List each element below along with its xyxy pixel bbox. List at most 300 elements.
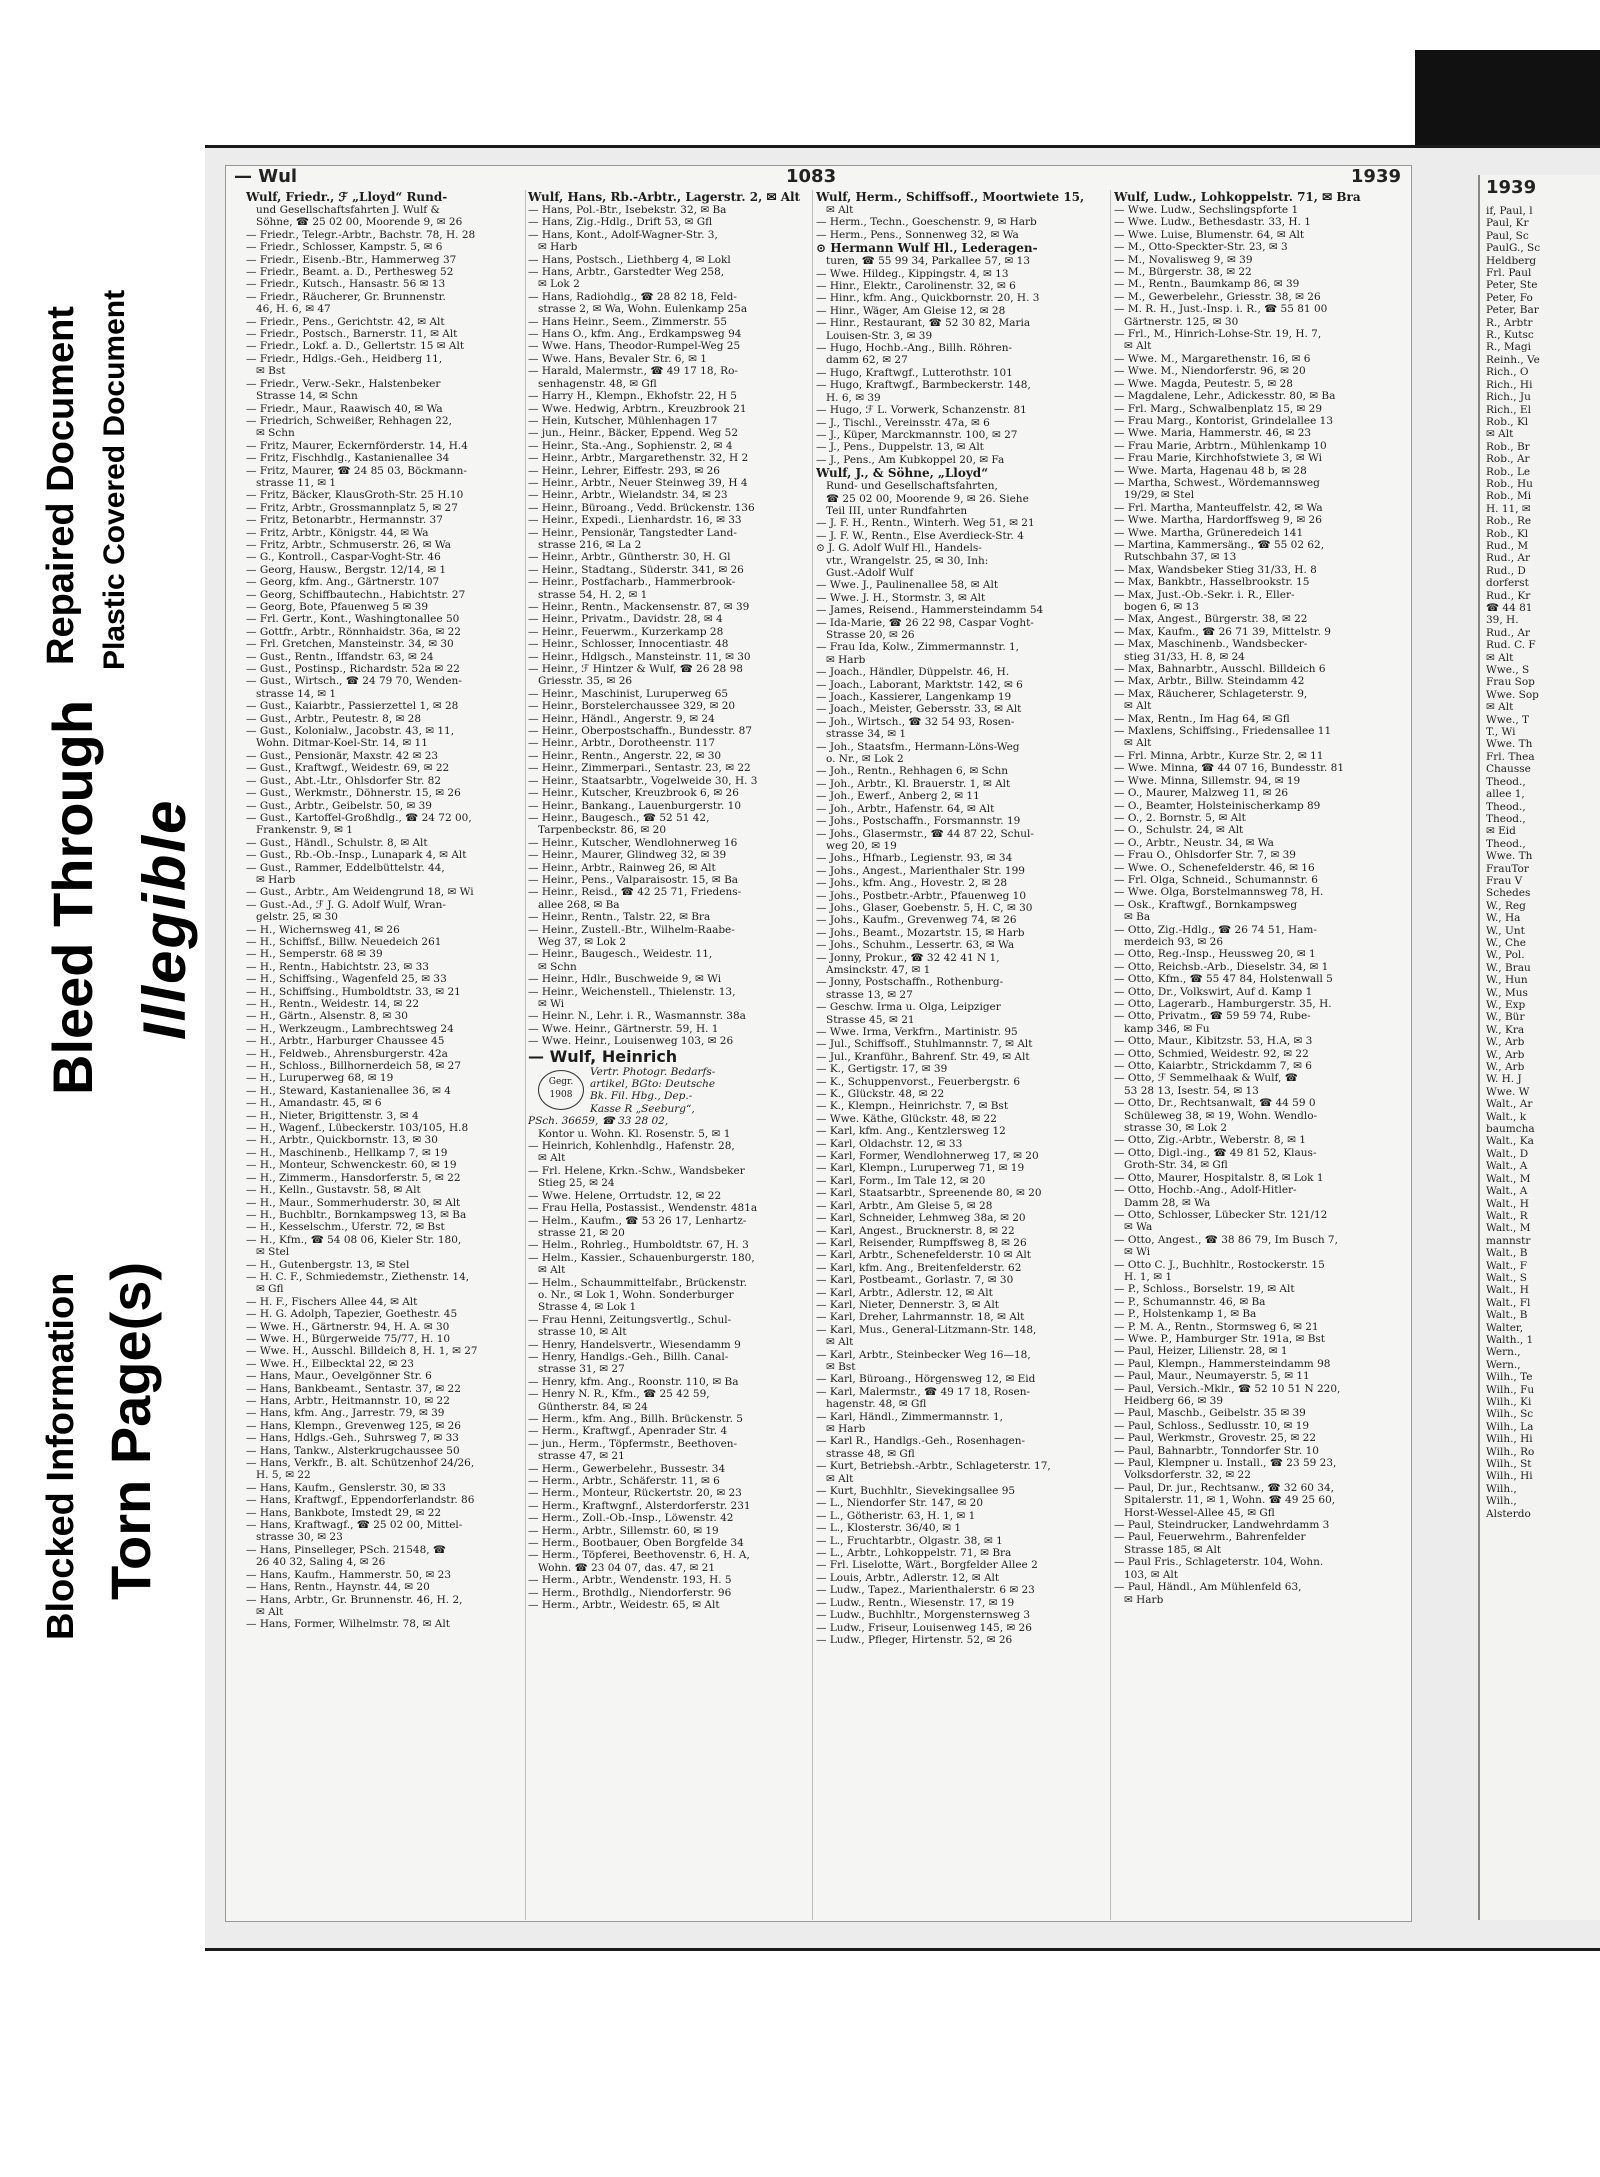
directory-entry: Spitalerstr. 11, ✉ 1, Wohn. ☎ 49 25 60, <box>1124 1494 1336 1507</box>
running-head-left: — Wul <box>234 166 298 187</box>
directory-entry: — Wwe. Martha, Grüneredeich 141 <box>1114 526 1304 539</box>
directory-entry: — Frl. Gertr., Kont., Washingtonallee 50 <box>246 613 460 626</box>
directory-entry: — Frl. Olga, Schneid., Schumannstr. 6 <box>1114 873 1318 886</box>
directory-entry: — Karl, Malermstr., ☎ 49 17 18, Rosen- <box>816 1385 1031 1398</box>
directory-entry: Frl. Paul <box>1486 267 1532 280</box>
directory-entry: — Paul, Dr. jur., Rechtsanw., ☎ 32 60 34, <box>1114 1481 1335 1494</box>
directory-entry: — Paul, Händl., Am Mühlenfeld 63, <box>1114 1581 1302 1594</box>
directory-entry: — Otto, Reg.-Insp., Heussweg 20, ✉ 1 <box>1114 948 1316 961</box>
directory-entry: ✉ Alt <box>538 1152 566 1165</box>
directory-entry: ✉ Alt <box>1124 700 1152 713</box>
directory-entry: Heldberg <box>1486 254 1537 267</box>
directory-entry: ⊙ J. G. Adolf Wulf Hl., Handels- <box>816 542 982 555</box>
directory-entry: — Wwe. Helene, Orrtudstr. 12, ✉ 22 <box>528 1189 722 1202</box>
directory-entry: ✉ Stel <box>256 1246 290 1259</box>
directory-entry: — H., Kesselschm., Uferstr. 72, ✉ Bst <box>246 1221 445 1234</box>
directory-heading: Wulf, Friedr., ℱ „Lloyd“ Rund- <box>246 190 448 204</box>
directory-entry: — Heinr., Reisd., ☎ 42 25 71, Friedens- <box>528 886 742 899</box>
directory-entry: Tarpenbeckstr. 86, ✉ 20 <box>538 824 667 837</box>
directory-entry: — Fritz, Fischhdlg., Kastanienallee 34 <box>246 452 450 465</box>
directory-entry: W., Arb <box>1486 1048 1525 1061</box>
directory-entry: — Karl, Arbtr., Am Gleise 5, ✉ 28 <box>816 1199 993 1212</box>
directory-entry: — Max, Just.-Ob.-Sekr. i. R., Eller- <box>1114 588 1295 601</box>
directory-entry: Kasse R „Seeburg“, <box>590 1102 695 1115</box>
directory-entry: — Wwe. H., Bürgerweide 75/77, H. 10 <box>246 1332 451 1345</box>
directory-entry: — Wwe. Heinr., Gärtnerstr. 59, H. 1 <box>528 1022 719 1035</box>
directory-entry: — Ludw., Rentn., Wiesenstr. 17, ✉ 19 <box>816 1596 1015 1609</box>
directory-entry: Wilh., Ro <box>1486 1445 1535 1458</box>
directory-entry: W., Reg <box>1486 899 1526 912</box>
directory-entry: Rud., M <box>1486 539 1529 552</box>
directory-entry: Walt., R <box>1486 1209 1528 1222</box>
directory-entry: Strasse 14, ✉ Schn <box>256 390 358 403</box>
directory-entry: — H., Wagenf., Lübeckerstr. 103/105, H.8 <box>246 1122 469 1135</box>
directory-entry: — Heinr., Kutscher, Wendlohnerweg 16 <box>528 836 738 849</box>
directory-entry: Peter, Bar <box>1486 304 1539 317</box>
directory-entry: W., Arb <box>1486 1061 1525 1074</box>
directory-entry: — Max, Maschinenb., Wandsbecker- <box>1114 638 1308 651</box>
directory-entry: strasse 30, ✉ 23 <box>256 1531 343 1544</box>
directory-entry: — H., Arbtr., Quickbornstr. 13, ✉ 30 <box>246 1134 438 1147</box>
directory-entry: — Gust., Kraftwgf., Weidestr. 69, ✉ 22 <box>246 762 450 775</box>
directory-entry: — Heinr., Händl., Angerstr. 9, ✉ 24 <box>528 712 715 725</box>
directory-entry: — Wwe. Maria, Hammerstr. 46, ✉ 23 <box>1114 427 1312 440</box>
directory-entry: W., Hun <box>1486 974 1528 987</box>
directory-entry: — H., Wichernsweg 41, ✉ 26 <box>246 923 400 936</box>
directory-entry: Rud. C. F <box>1486 639 1536 652</box>
directory-entry: Paul, Sc <box>1486 229 1529 242</box>
directory-entry: Wilh., Fu <box>1486 1383 1535 1396</box>
directory-entry: — Karl, Nieter, Dennerstr. 3, ✉ Alt <box>816 1298 999 1311</box>
directory-entry: — Hinr., kfm. Ang., Quickbornstr. 20, H. 3 <box>816 292 1040 305</box>
directory-entry: — H., Gärtn., Alsenstr. 8, ✉ 30 <box>246 1010 408 1023</box>
directory-entry: — P., Schumannstr. 46, ✉ Ba <box>1114 1295 1266 1308</box>
directory-entry: — Max, Räucherer, Schlageterstr. 9, <box>1114 687 1308 700</box>
bleed-through-label: Bleed Through <box>41 699 104 1095</box>
directory-entry: — Jul., Schiffsoff., Stuhlmannstr. 7, ✉ Alt <box>816 1038 1033 1051</box>
directory-entry: — Joh., Wirtsch., ☎ 32 54 93, Rosen- <box>816 715 1015 728</box>
directory-entry: — Herm., Arbtr., Wendenstr. 193, H. 5 <box>528 1574 732 1587</box>
directory-entry: — Heinr., Lehrer, Eiffestr. 293, ✉ 26 <box>528 464 720 477</box>
directory-entry: Rud., Kr <box>1486 589 1531 602</box>
directory-entry: — Friedr., Verw.-Sekr., Halstenbeker <box>246 377 441 390</box>
directory-entry: Strasse 20, ✉ 26 <box>826 629 915 641</box>
directory-entry: — Friedr., Lokf. a. D., Gellertstr. 15 ✉ Alt <box>246 340 465 353</box>
directory-entry: — Herm., Arbtr., Sillemstr. 60, ✉ 19 <box>528 1524 719 1537</box>
directory-entry: Wohn. Ditmar-Koel-Str. 14, ✉ 11 <box>256 737 428 750</box>
directory-entry: — Karl, Reisender, Rumpffsweg 8, ✉ 26 <box>816 1236 1027 1249</box>
directory-entry: — Karl R., Handlgs.-Geh., Rosenhagen- <box>816 1435 1026 1448</box>
directory-entry: — Johs., Schuhm., Lessertr. 63, ✉ Wa <box>816 939 1015 952</box>
directory-entry: — Gust., Kaiarbtr., Passierzettel 1, ✉ 28 <box>246 700 459 713</box>
directory-entry: Wwe. Sop <box>1486 688 1539 701</box>
directory-entry: — Georg, Schiffbautechn., Habichtstr. 27 <box>246 588 466 601</box>
blocked-information-label: Blocked Information <box>40 1272 82 1640</box>
directory-entry: — Heinr., Stadtang., Süderstr. 341, ✉ 26 <box>528 563 744 576</box>
directory-entry: Wilh., La <box>1486 1420 1534 1433</box>
directory-entry: — Georg, kfm. Ang., Gärtnerstr. 107 <box>246 576 440 589</box>
directory-entry: Theod., <box>1486 775 1526 788</box>
directory-entry: — H., Zimmerm., Hansdorferstr. 5, ✉ 22 <box>246 1171 461 1184</box>
directory-entry: — Wwe. H., Ausschl. Billdeich 8, H. 1, ✉ 27 <box>246 1345 478 1358</box>
directory-entry: Rich., Ju <box>1486 391 1531 404</box>
directory-entry: R., Kutsc <box>1486 329 1534 342</box>
directory-entry: — Heinr., Maschinist, Luruperweg 65 <box>528 687 729 700</box>
directory-entry: — Max, Bankbtr., Hasselbrookstr. 15 <box>1114 576 1310 589</box>
directory-entry: W., Arb <box>1486 1036 1525 1049</box>
directory-entry: — Wwe. M., Niendorferstr. 96, ✉ 20 <box>1114 365 1306 378</box>
directory-entry: — Paul, Feuerwehrm., Bahrenfelder <box>1114 1531 1306 1544</box>
directory-entry: strasse 47, ✉ 21 <box>538 1450 625 1463</box>
directory-entry: — Heinr., Oberpostschaffn., Bundesstr. 87 <box>528 725 753 738</box>
directory-entry: — Hans, Kaufm., Hammerstr. 50, ✉ 23 <box>246 1568 452 1581</box>
directory-entry: — Herm., Arbtr., Schäferstr. 11, ✉ 6 <box>528 1475 720 1488</box>
directory-entry: — Hans, Bankbeamt., Sentastr. 37, ✉ 22 <box>246 1382 461 1395</box>
directory-entry: — Frau O., Ohlsdorfer Str. 7, ✉ 39 <box>1114 849 1296 862</box>
directory-entry: Rud., Ar <box>1486 552 1531 565</box>
directory-entry: — Maxlens, Schiffsing., Friedensallee 11 <box>1114 725 1332 738</box>
directory-entry: — P., Holstenkamp 1, ✉ Ba <box>1114 1308 1257 1321</box>
directory-entry: — Heinr., Feuerwm., Kurzerkamp 28 <box>528 625 724 638</box>
directory-entry: — Osk., Kraftwgf., Bornkampsweg <box>1114 898 1298 911</box>
directory-entry: — H., Amandastr. 45, ✉ 6 <box>246 1097 382 1110</box>
directory-entry: — Joach., Meister, Gebersstr. 33, ✉ Alt <box>816 703 1022 716</box>
directory-entry: ✉ Schn <box>256 427 295 440</box>
directory-entry: ☎ 44 81 <box>1486 602 1533 614</box>
directory-entry: — J., Küper, Marckmannstr. 100, ✉ 27 <box>816 428 1018 441</box>
directory-entry: Rich., El <box>1486 403 1531 416</box>
directory-entry: Wilh., Ki <box>1486 1396 1532 1408</box>
directory-entry: — Heinr., Arbtr., Dorotheenstr. 117 <box>528 737 716 750</box>
directory-entry: strasse 21, ✉ 20 <box>538 1226 625 1239</box>
directory-entry: — P. M. A., Rentn., Stormsweg 6, ✉ 21 <box>1114 1320 1319 1333</box>
directory-entry: — Wwe. Ludw., Sechslingspforte 1 <box>1114 204 1299 216</box>
directory-entry: vtr., Wrangelstr. 25, ✉ 30, Inh: <box>826 554 989 567</box>
directory-entry: — Hans, Tankw., Alsterkrugchaussee 50 <box>246 1444 460 1457</box>
stamp-text-2: 1908 <box>549 1089 573 1100</box>
directory-entry: strasse 30, ✉ Lok 2 <box>1124 1122 1228 1135</box>
directory-entry: Wwe., S <box>1486 664 1530 677</box>
directory-entry: — Otto, Dr., Rechtsanwalt, ☎ 44 59 0 <box>1114 1097 1316 1110</box>
directory-entry: kamp 346, ✉ Fu <box>1124 1022 1210 1035</box>
directory-entry: — Frl., M., Hinrich-Lohse-Str. 19, H. 7, <box>1114 328 1322 341</box>
directory-entry: — Herm., kfm. Ang., Billh. Brückenstr. 5 <box>528 1413 743 1425</box>
directory-entry: — Hans, Arbtr., Gr. Brunnenstr. 46, H. 2, <box>246 1593 463 1606</box>
directory-entry: — Karl, Arbtr., Steinbecker Weg 16—18, <box>816 1348 1031 1361</box>
directory-entry: Walt., B <box>1486 1247 1528 1260</box>
directory-entry: — Karl, Schneider, Lehmweg 38a, ✉ 20 <box>816 1212 1026 1225</box>
directory-entry: — Gust., Postinsp., Richardstr. 52a ✉ 22 <box>246 663 460 676</box>
directory-entry: — Herm., Kraftwgnf., Alsterdorferstr. 231 <box>528 1499 751 1512</box>
directory-entry: — H., Kelln., Gustavstr. 58, ✉ Alt <box>246 1184 421 1197</box>
directory-entry: — Otto, Privatm., ☎ 59 59 74, Rube- <box>1114 1010 1311 1023</box>
directory-entry: ✉ Alt <box>538 1264 566 1277</box>
directory-entry: — H., Buchbltr., Bornkampsweg 13, ✉ Ba <box>246 1208 467 1221</box>
directory-entry: — Heinr., Sta.-Ang., Sophienstr. 2, ✉ 4 <box>528 439 733 452</box>
directory-entry: dorferst <box>1486 577 1529 590</box>
directory-entry: — Heinrich, Kohlenhdlg., Hafenstr. 28, <box>528 1140 735 1153</box>
directory-entry: — Johs., Hfnarb., Legienstr. 93, ✉ 34 <box>816 852 1013 865</box>
directory-entry: — Wwe. Hans, Bevaler Str. 6, ✉ 1 <box>528 352 707 365</box>
directory-entry: Rud., D <box>1486 564 1526 577</box>
directory-entry: — Henry N. R., Kfm., ☎ 25 42 59, <box>528 1388 710 1401</box>
directory-entry: — H., Kfm., ☎ 54 08 06, Kieler Str. 180, <box>246 1233 462 1246</box>
directory-entry: — H., Gutenbergstr. 13, ✉ Stel <box>246 1258 410 1271</box>
directory-entry: — Heinr., Arbtr., Wielandstr. 34, ✉ 23 <box>528 489 728 502</box>
directory-entry: — Frau Henni, Zeitungsvertlg., Schul- <box>528 1313 732 1326</box>
directory-entry: — Heinr., Hdlgsch., Mansteinstr. 11, ✉ 30 <box>528 650 751 663</box>
directory-column-1 <box>246 190 526 1920</box>
directory-entry: 53 28 13, Isestr. 54, ✉ 13 <box>1124 1084 1259 1097</box>
directory-entry: Horst-Wessel-Allee 45, ✉ Gfl <box>1124 1506 1275 1519</box>
directory-column-3 <box>816 190 1111 1920</box>
directory-entry: Wilh., Te <box>1486 1371 1533 1384</box>
directory-entry: — H., Semperstr. 68 ✉ 39 <box>246 948 383 961</box>
directory-entry: — Wwe. O., Schenefelderstr. 46, ✉ 16 <box>1114 861 1315 874</box>
directory-entry: — Otto, Kaiarbtr., Strickdamm 7, ✉ 6 <box>1114 1060 1312 1073</box>
directory-entry: — Hugo, Kraftwgf., Barmbeckerstr. 148, <box>816 379 1031 392</box>
directory-entry: — Gust., Arbtr., Am Weidengrund 18, ✉ Wi <box>246 886 474 899</box>
directory-entry: — Karl, Oldachstr. 12, ✉ 33 <box>816 1137 963 1150</box>
directory-entry: ✉ Gfl <box>256 1283 284 1296</box>
directory-entry: ✉ Wa <box>1124 1221 1153 1234</box>
directory-entry: — Heinr., Hdlr., Buschweide 9, ✉ Wi <box>528 973 722 986</box>
adjacent-page-column <box>1486 205 1598 1520</box>
directory-entry: — H., Schiffsing., Humboldtstr. 33, ✉ 21 <box>246 985 461 998</box>
directory-entry: — Heinr., Büroang., Vedd. Brückenstr. 136 <box>528 501 755 514</box>
directory-entry: Wwe. W <box>1486 1085 1530 1098</box>
directory-entry: — Heinr., Zustell.-Btr., Wilhelm-Raabe- <box>528 923 735 936</box>
directory-entry: — Wwe. Martha, Hardorffsweg 9, ✉ 26 <box>1114 514 1322 527</box>
directory-entry: W., Unt <box>1486 924 1525 937</box>
directory-entry: Rich., Hi <box>1486 378 1533 391</box>
directory-entry: — Karl, kfm. Ang., Kentzlersweg 12 <box>816 1125 1006 1138</box>
directory-entry: Walt., M <box>1486 1222 1531 1235</box>
directory-entry: Walter, <box>1486 1321 1524 1334</box>
directory-entry: — Heinr., Baugesch., Weidestr. 11, <box>528 948 713 961</box>
directory-entry: — Hans, Former, Wilhelmstr. 78, ✉ Alt <box>246 1618 450 1631</box>
directory-page <box>225 165 1412 1922</box>
directory-entry: Rob., Hu <box>1486 477 1533 490</box>
directory-entry: — Max, Bahnarbtr., Ausschl. Billdeich 6 <box>1114 663 1326 676</box>
directory-entry: — Heinr., Expedi., Lienhardstr. 16, ✉ 33 <box>528 514 742 527</box>
directory-entry: — Heinr., Staatsarbtr., Vogelweide 30, H. 3 <box>528 774 758 787</box>
directory-entry: Rich., O <box>1486 366 1529 379</box>
directory-entry: Wern., <box>1486 1358 1521 1371</box>
directory-entry: — Gust., Kartoffel-Großhdlg., ☎ 24 72 00, <box>246 811 472 824</box>
directory-entry: — jun., Herm., Töpfermstr., Beethoven- <box>528 1437 738 1450</box>
directory-entry: — Hans O., kfm. Ang., Erdkampsweg 94 <box>528 328 742 341</box>
directory-entry: weg 20, ✉ 19 <box>826 839 897 852</box>
directory-entry: — Gust.-Ad., ℱ J. G. Adolf Wulf, Wran- <box>246 898 446 911</box>
directory-entry: — Frl. Marg., Schwalbenplatz 15, ✉ 29 <box>1114 402 1323 415</box>
directory-entry: W., Brau <box>1486 961 1531 974</box>
directory-heading: ⊙ Hermann Wulf Hl., Lederagen- <box>816 241 1038 256</box>
directory-entry: strasse 10, ✉ Alt <box>538 1326 627 1339</box>
directory-entry: — H. G. Adolph, Tapezier, Goethestr. 45 <box>246 1308 458 1321</box>
directory-entry: Rund- und Gesellschaftsfahrten, <box>826 480 998 493</box>
directory-entry: — O., Schulstr. 24, ✉ Alt <box>1114 824 1244 837</box>
directory-entry: strasse 14, ✉ 1 <box>256 687 337 700</box>
repaired-document-label: Repaired Document <box>40 306 82 665</box>
directory-entry: — Friedr., Hdlgs.-Geh., Heidberg 11, <box>246 352 443 365</box>
directory-entry: — Jonny, Prokur., ☎ 32 42 41 N 1, <box>816 951 1000 964</box>
directory-entry: Wwe. Th <box>1486 738 1533 751</box>
directory-entry: — Wwe. M., Margarethenstr. 16, ✉ 6 <box>1114 352 1311 365</box>
directory-entry: — Henry, kfm. Ang., Roonstr. 110, ✉ Ba <box>528 1375 739 1388</box>
directory-entry: — Friedr., Räucherer, Gr. Brunnenstr. <box>246 290 446 303</box>
directory-entry: — Jonny, Postschaffn., Rothenburg- <box>816 976 1004 989</box>
directory-entry: — Karl, Staatsarbtr., Spreenende 80, ✉ 20 <box>816 1187 1042 1200</box>
directory-entry: ✉ Lok 2 <box>538 278 580 291</box>
directory-entry: — Heinr., Pens., Valparaisostr. 15, ✉ Ba <box>528 873 739 886</box>
directory-entry: — Karl, Postbeamt., Gorlastr. 7, ✉ 30 <box>816 1274 1014 1287</box>
directory-entry: — H., Feldweb., Ahrensburgerstr. 42a <box>246 1047 448 1060</box>
directory-entry: — Hans, Arbtr., Garstedter Weg 258, <box>528 266 725 279</box>
directory-entry: — Hans, Pinselleger, PSch. 21548, ☎ <box>246 1543 447 1556</box>
directory-entry: Walt., A <box>1486 1160 1528 1173</box>
directory-entry: W., Pol. <box>1486 949 1525 962</box>
directory-entry: ✉ Harb <box>826 653 866 666</box>
directory-entry: — Otto, Digl.-ing., ☎ 49 81 52, Klaus- <box>1114 1146 1317 1159</box>
directory-entry: — J., Tischl., Vereinsstr. 47a, ✉ 6 <box>816 416 990 429</box>
directory-entry: — Karl, Arbtr., Schenefelderstr. 10 ✉ Alt <box>816 1249 1031 1262</box>
directory-entry: — Johs., Glaser, Goebenstr. 5, H. C, ✉ 30 <box>816 901 1033 914</box>
directory-entry: — Herm., Arbtr., Weidestr. 65, ✉ Alt <box>528 1599 720 1612</box>
directory-entry: allee 1, <box>1486 788 1525 801</box>
directory-entry: — H. F., Fischers Allee 44, ✉ Alt <box>246 1295 418 1308</box>
directory-entry: — Wwe. Hans, Theodor-Rumpel-Weg 25 <box>528 340 741 353</box>
directory-entry: Strasse 4, ✉ Lok 1 <box>538 1301 637 1314</box>
directory-entry: Walt., Ka <box>1486 1135 1534 1148</box>
directory-entry: 19/29, ✉ Stel <box>1124 489 1195 502</box>
directory-entry: merdeich 93, ✉ 26 <box>1124 935 1223 948</box>
directory-entry: — Wwe. J. H., Stormstr. 3, ✉ Alt <box>816 591 986 604</box>
directory-entry: Wilh., Hi <box>1486 1470 1533 1483</box>
directory-entry: PSch. 36659, ☎ 33 28 02, <box>528 1115 669 1128</box>
directory-entry: — Geschw. Irma u. Olga, Leipziger <box>816 1001 1001 1014</box>
directory-entry: — Otto, Zig.-Hdlg., ☎ 26 74 51, Ham- <box>1114 923 1317 936</box>
directory-entry: — Karl, Form., Im Tale 12, ✉ 20 <box>816 1174 986 1187</box>
directory-entry: Theod., <box>1486 800 1526 813</box>
directory-entry: — Karl, Klempn., Luruperweg 71, ✉ 19 <box>816 1162 1025 1175</box>
directory-entry: — Johs., kfm. Ang., Hovestr. 2, ✉ 28 <box>816 877 1008 890</box>
stamp-text-1: Gegr. <box>548 1076 574 1087</box>
directory-entry: — Friedr., Maur., Raawisch 40, ✉ Wa <box>246 402 443 415</box>
directory-entry: Wilh., <box>1486 1495 1517 1508</box>
directory-entry: — Karl, Büroang., Hörgensweg 12, ✉ Eid <box>816 1373 1036 1386</box>
directory-entry: Teil III, unter Rundfahrten <box>826 504 968 517</box>
directory-entry: ✉ Alt <box>1486 651 1514 664</box>
directory-entry: — Frl. Liselotte, Wärt., Borgfelder Allee 2 <box>816 1559 1038 1572</box>
directory-entry: — Henry, Handlgs.-Geh., Billh. Canal- <box>528 1350 729 1363</box>
directory-entry: — Johs., Glasermstr., ☎ 44 87 22, Schul- <box>816 827 1034 840</box>
directory-entry: — Hans, Zig.-Hdlg., Drift 53, ✉ Gfl <box>528 216 713 229</box>
directory-entry: — Hans, Klempn., Grevenweg 125, ✉ 26 <box>246 1419 461 1432</box>
directory-entry: — Heinr., Maurer, Glindweg 32, ✉ 39 <box>528 849 727 862</box>
directory-entry: — Herm., Monteur, Rückertstr. 20, ✉ 23 <box>528 1487 742 1500</box>
directory-entry: — Johs., Postbetr.-Arbtr., Pfauenweg 10 <box>816 889 1026 902</box>
adjacent-page-running-head: 1939 <box>1486 177 1537 198</box>
directory-entry: — Max, Arbtr., Billw. Steindamm 42 <box>1114 675 1305 688</box>
directory-entry: — Karl, kfm. Ang., Breitenfelderstr. 62 <box>816 1261 1022 1274</box>
directory-entry: — H., Schiffsf., Billw. Neuedeich 261 <box>246 935 442 948</box>
directory-heading: Wulf, Ludw., Lohkoppelstr. 71, ✉ Bra <box>1114 190 1361 204</box>
directory-entry: — M. R. H., Just.-Insp. i. R., ☎ 55 81 00 <box>1114 303 1328 316</box>
directory-entry: ✉ Wi <box>538 998 565 1010</box>
directory-entry: — Wwe. Hildeg., Kippingstr. 4, ✉ 13 <box>816 267 1009 280</box>
directory-entry: R., Magi <box>1486 341 1532 354</box>
directory-entry: — Ida-Marie, ☎ 26 22 98, Caspar Voght- <box>816 616 1034 629</box>
directory-entry: — L., Fruchtarbtr., Olgastr. 38, ✉ 1 <box>816 1534 1003 1547</box>
directory-entry: Walt., S <box>1486 1271 1527 1284</box>
directory-entry: Gärtnerstr. 125, ✉ 30 <box>1124 315 1239 328</box>
directory-entry: — Frl. Martha, Manteuffelstr. 42, ✉ Wa <box>1114 501 1323 514</box>
directory-entry: bogen 6, ✉ 13 <box>1124 601 1199 613</box>
directory-entry: Walth., 1 <box>1486 1333 1534 1346</box>
directory-entry: — J. F. H., Rentn., Winterh. Weg 51, ✉ 21 <box>816 517 1035 530</box>
directory-entry: — Gust., Kolonialw., Jacobstr. 43, ✉ 11, <box>246 725 455 738</box>
directory-entry: — Friedr., Eisenb.-Btr., Hammerweg 37 <box>246 253 457 266</box>
directory-entry: Wern., <box>1486 1346 1521 1359</box>
directory-entry: Walt., H <box>1486 1197 1529 1210</box>
directory-entry: — Max, Rentn., Im Hag 64, ✉ Gfl <box>1114 712 1290 725</box>
directory-entry: — Hans, Postsch., Liethberg 4, ✉ Lokl <box>528 253 731 266</box>
directory-entry: — Heinr., Weichenstell., Thielenstr. 13, <box>528 985 736 998</box>
directory-entry: — Herm., Bootbauer, Oben Borgfelde 34 <box>528 1537 744 1550</box>
directory-entry: Wwe., T <box>1486 713 1530 726</box>
directory-entry: — Karl, Dreher, Lahrmannstr. 18, ✉ Alt <box>816 1311 1025 1324</box>
directory-entry: — Johs., Beamt., Mozartstr. 15, ✉ Harb <box>816 926 1025 939</box>
directory-entry: Alsterdo <box>1486 1507 1531 1520</box>
directory-entry: — Otto, Hochb.-Ang., Adolf-Hitler- <box>1114 1184 1297 1197</box>
directory-entry: — J. F. W., Rentn., Else Averdieck-Str. 4 <box>816 529 1024 542</box>
directory-entry: Peter, Ste <box>1486 279 1538 292</box>
directory-entry: Schüleweg 38, ✉ 19, Wohn. Wendlo- <box>1124 1109 1318 1122</box>
directory-entry: H. 11, ✉ <box>1486 502 1531 515</box>
directory-entry: — Joach., Kassierer, Langenkamp 19 <box>816 691 1012 704</box>
directory-entry: — Paul, Bahnarbtr., Tonndorfer Str. 10 <box>1114 1444 1319 1457</box>
directory-entry: Peter, Fo <box>1486 291 1533 304</box>
directory-entry: — Kurt, Betriebsh.-Arbtr., Schlageterstr. 17, <box>816 1460 1051 1473</box>
directory-entry: Paul, Kr <box>1486 217 1529 230</box>
directory-entry: — M., Rentn., Baumkamp 86, ✉ 39 <box>1114 278 1300 291</box>
directory-entry: senhagenstr. 48, ✉ Gfl <box>538 377 657 390</box>
directory-entry: — Otto, Schlosser, Lübecker Str. 121/12 <box>1114 1208 1328 1221</box>
directory-entry: — Herm., Techn., Goeschenstr. 9, ✉ Harb <box>816 216 1037 229</box>
directory-entry: — Otto, Dr., Volkswirt, Auf d. Kamp 1 <box>1114 985 1313 998</box>
directory-entry: — Heinr., Privatm., Davidstr. 28, ✉ 4 <box>528 613 723 626</box>
directory-entry: — Friedr., Beamt. a. D., Perthesweg 52 <box>246 266 454 279</box>
directory-entry: — Friedr., Pens., Gerichtstr. 42, ✉ Alt <box>246 315 445 328</box>
directory-entry: — K., Glückstr. 48, ✉ 22 <box>816 1088 945 1101</box>
directory-entry: W., Exp <box>1486 999 1526 1011</box>
directory-entry: — Herm., Brothdlg., Niendorferstr. 96 <box>528 1586 732 1599</box>
directory-entry: — Heinr., Rentn., Angerstr. 22, ✉ 30 <box>528 749 722 762</box>
directory-entry: — Herm., Zoll.-Ob.-Insp., Löwenstr. 42 <box>528 1512 734 1525</box>
directory-entry: — Ludw., Tapez., Marienthalerstr. 6 ✉ 23 <box>816 1584 1035 1597</box>
directory-entry: — Paul Fris., Schlageterstr. 104, Wohn. <box>1114 1556 1324 1569</box>
directory-entry: — Ludw., Buchhltr., Morgensternsweg 3 <box>816 1609 1031 1622</box>
directory-entry: — Friedr., Kutsch., Hansastr. 56 ✉ 13 <box>246 278 446 291</box>
directory-entry: ✉ Alt <box>1486 428 1514 441</box>
directory-entry: — H., Arbtr., Harburger Chaussee 45 <box>246 1035 445 1048</box>
directory-entry: 26 40 32, Saling 4, ✉ 26 <box>256 1556 386 1569</box>
directory-entry: — Joh., Arbtr., Kl. Brauerstr. 1, ✉ Alt <box>816 777 1011 790</box>
directory-entry: — Johs., Kaufm., Grevenweg 74, ✉ 26 <box>816 914 1017 927</box>
directory-entry: — Louis, Arbtr., Adlerstr. 12, ✉ Alt <box>816 1571 1000 1584</box>
company-seal-stamp <box>538 1070 584 1110</box>
